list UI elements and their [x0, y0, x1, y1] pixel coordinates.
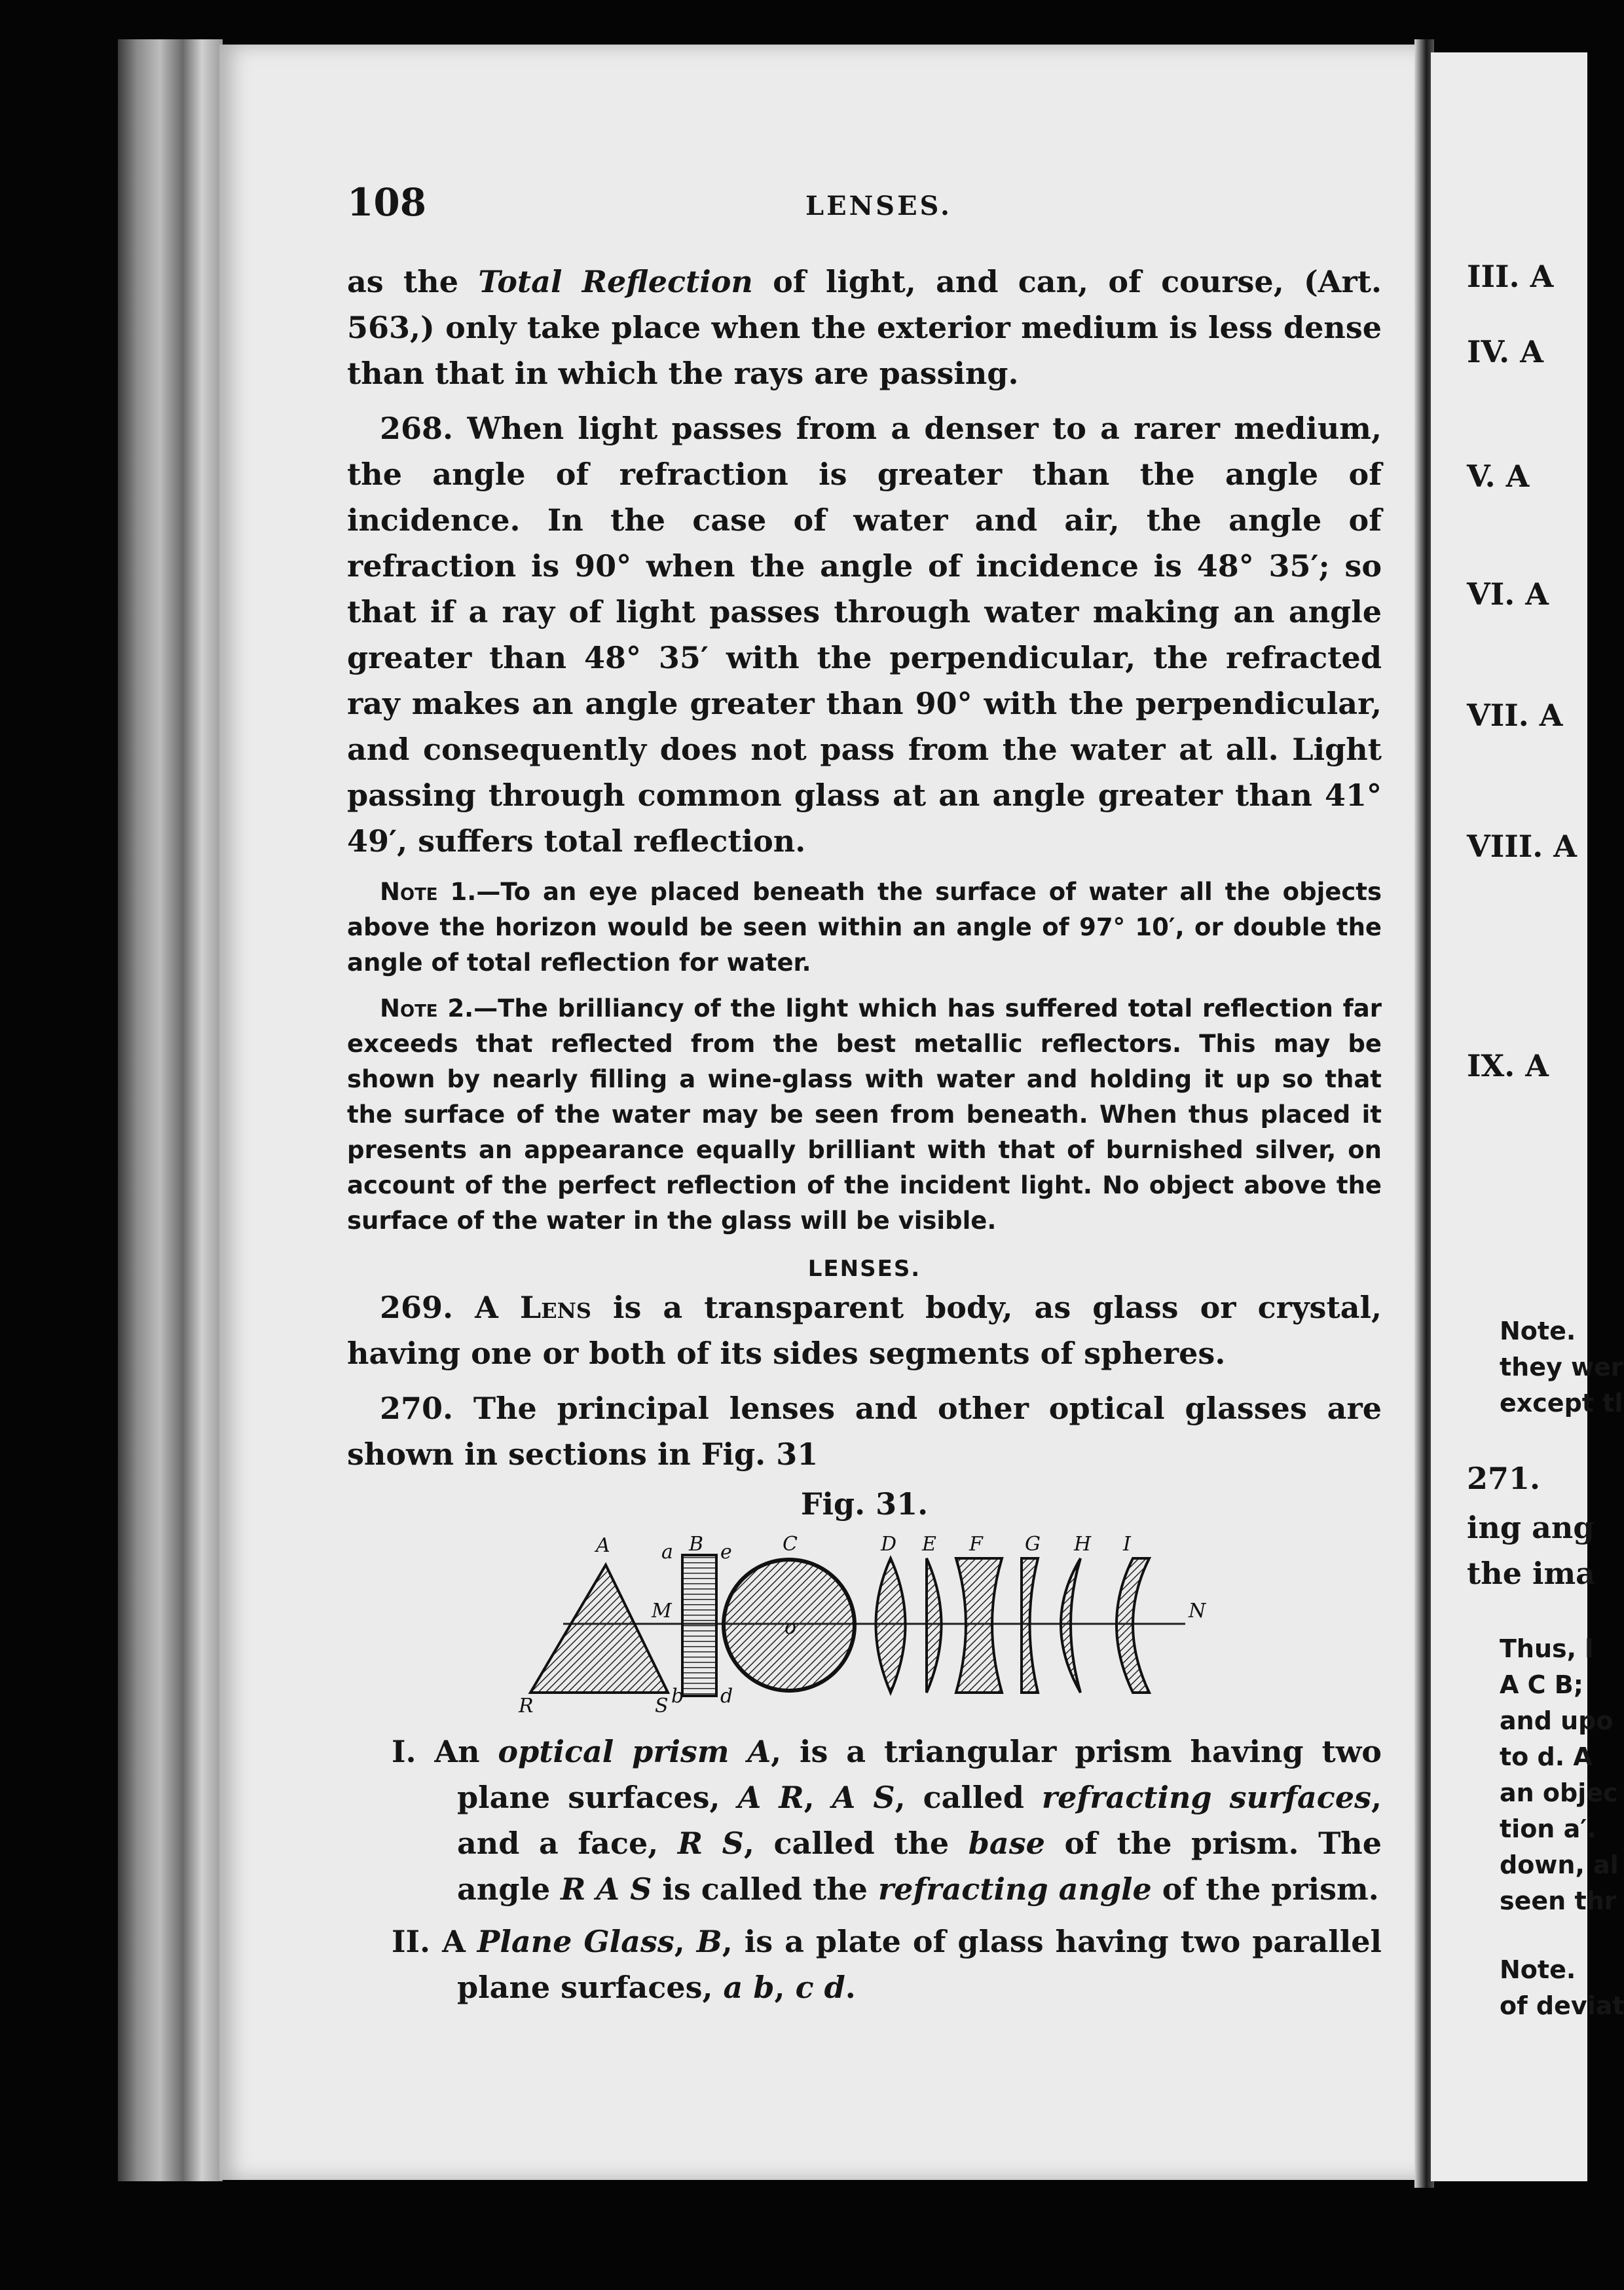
paragraphs	[347, 259, 1382, 864]
label-S: S	[655, 1695, 669, 1718]
label-b: b	[671, 1685, 684, 1708]
right-page-line: VI. A	[1467, 576, 1549, 612]
label-N: N	[1189, 1600, 1206, 1623]
right-page-small-line: tion a′.	[1500, 1814, 1596, 1843]
lens-g	[1022, 1558, 1038, 1693]
right-page-line: ing ang	[1467, 1510, 1595, 1545]
right-page-line: III. A	[1467, 259, 1554, 294]
figure-caption: Fig. 31.	[800, 1486, 929, 1522]
label-G: G	[1025, 1533, 1041, 1556]
list-item-l2: II. A Plane Glass, B, is a plate of glass having two parallel plane surfaces, a b, c d.	[392, 1924, 1382, 2005]
label-I: I	[1123, 1533, 1131, 1556]
notes	[347, 874, 1382, 1239]
lens-e	[927, 1558, 942, 1693]
right-page-small-line: down, al	[1500, 1850, 1619, 1879]
right-page-line: VII. A	[1467, 698, 1563, 733]
right-page-small-line: an objec	[1500, 1778, 1618, 1807]
running-header	[347, 180, 1382, 239]
label-a: a	[661, 1541, 673, 1564]
lens-figure	[504, 1526, 1225, 1722]
right-page-line: VIII. A	[1467, 829, 1577, 864]
right-page-small-line: and upo	[1500, 1706, 1614, 1735]
right-page-small-line: A C B;	[1500, 1670, 1583, 1699]
label-F: F	[969, 1533, 983, 1556]
label-E: E	[922, 1533, 936, 1556]
right-page-line: IV. A	[1467, 334, 1543, 369]
label-e: e	[720, 1541, 732, 1564]
right-page-small-line: Thus, l	[1500, 1634, 1594, 1663]
note-n1: Note 1.—To an eye placed beneath the surface of water all the objects above the horizon would be seen within an angle of 97° 10′, or double the angle of total reflection for water.	[347, 878, 1382, 977]
paragraph-p269: 269. A Lens is a transparent body, as glass or crystal, having one or both of its sides segments of spheres.	[347, 1290, 1382, 1371]
right-page-small-line: of deviat	[1500, 1991, 1624, 2020]
right-page-small-line: Note.	[1500, 1317, 1576, 1345]
paragraphs-after	[347, 1285, 1382, 1477]
right-page-line: the ima	[1467, 1556, 1595, 1591]
lens-f	[956, 1558, 1002, 1693]
right-page-line: IX. A	[1467, 1048, 1549, 1083]
paragraph-p0: as the Total Reflection of light, and can, of course, (Art. 563,) only take place when the exterior medium is less dense than that in which the rays are passing.	[347, 264, 1382, 391]
paragraph-p268: 268. When light passes from a denser to a rarer medium, the angle of refraction is greater than the angle of incidence. In the case of water and air, the angle of refraction is 90° when the angle of incidence is 48° 35′; so that if a ray of light passes through water making an angle greater than 48° 35′ with the perpendicular, the refracted ray makes an angle greater than 90° with the perpendicular, and consequently does not pass from the water at all. Light passing through common glass at an angle greater than 41° 49′, suffers total reflection.	[347, 411, 1382, 859]
lens-d	[876, 1558, 906, 1693]
label-o: o	[784, 1616, 797, 1639]
right-page-small-line: seen thr	[1500, 1886, 1617, 1915]
note-n2: Note 2.—The brilliancy of the light which has suffered total reflection far exceeds that reflected from the best metallic reflectors. This may be shown by nearly filling a wine-glass with water and holding it up so that the surface of the water may be seen from beneath. When thus placed it presents an appearance equally brilliant with that of burnished silver, on account of the perfect reflection of the incident light. No object above the surface of the water in the glass will be visible.	[347, 994, 1382, 1235]
label-B: B	[689, 1533, 704, 1556]
book-spine-edge	[118, 39, 223, 2181]
label-M: M	[652, 1600, 672, 1623]
label-C: C	[783, 1533, 798, 1556]
right-page-line: 271.	[1467, 1461, 1541, 1496]
section-heading: LENSES.	[807, 1256, 921, 1282]
list-item-l1: I. An optical prism A, is a triangular prism having two plane surfaces, A R, A S, called refracting surfaces, and a face, R S, called the base of the prism. The angle R A S is called the refracting angle of the prism.	[392, 1734, 1382, 1907]
label-d: d	[720, 1685, 733, 1708]
plane-glass-b	[682, 1555, 716, 1696]
right-page-small-line: to d. A	[1500, 1742, 1593, 1771]
lens-list	[347, 1729, 1382, 2010]
label-D: D	[881, 1533, 897, 1556]
right-page-small-line: except tl	[1500, 1389, 1623, 1417]
page-body	[347, 259, 1382, 2010]
label-H: H	[1074, 1533, 1092, 1556]
paragraph-p270: 270. The principal lenses and other optical glasses are shown in sections in Fig. 31	[347, 1391, 1382, 1472]
label-A: A	[596, 1534, 610, 1557]
right-page-small-line: they wer	[1500, 1353, 1623, 1381]
prism-a	[530, 1565, 668, 1693]
lens-i	[1116, 1558, 1149, 1693]
right-page-small-line: Note.	[1500, 1955, 1576, 1984]
page-number: 108	[347, 180, 427, 225]
lens-h	[1061, 1558, 1080, 1693]
label-R: R	[519, 1695, 534, 1718]
right-page-line: V. A	[1467, 459, 1530, 494]
running-title: LENSES.	[805, 191, 952, 221]
